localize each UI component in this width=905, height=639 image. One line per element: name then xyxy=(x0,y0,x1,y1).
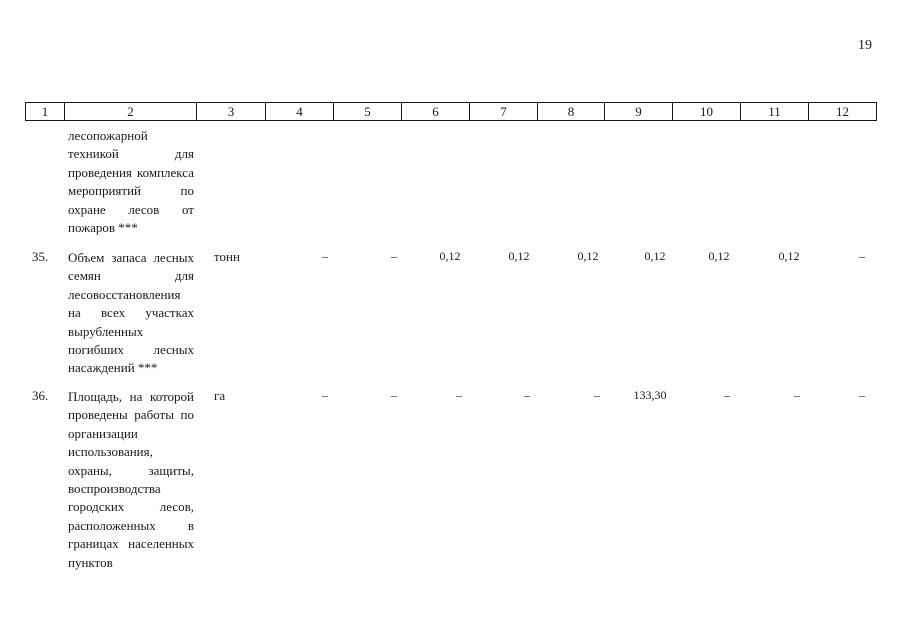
page-number: 19 xyxy=(858,38,872,53)
column-header: 1 xyxy=(26,103,65,121)
row-value-col8: – xyxy=(594,388,600,402)
column-header: 4 xyxy=(266,103,334,121)
row-value-col5: – xyxy=(391,388,397,402)
row-value-col4: – xyxy=(322,388,328,402)
row-value-col4: – xyxy=(322,249,328,263)
column-header: 2 xyxy=(65,103,197,121)
row-description: Площадь, на которой проведены работы по организации использования, охраны, защиты, воспроизводства городских лесов, расположенных в границах населенных пунктов xyxy=(68,389,194,570)
row-value-col11: – xyxy=(794,388,800,402)
row-value-col7: 0,12 xyxy=(508,249,530,263)
row-value-col8: 0,12 xyxy=(577,249,599,263)
row-value-col11: 0,12 xyxy=(778,249,800,263)
column-header: 11 xyxy=(741,103,809,121)
column-header: 3 xyxy=(197,103,266,121)
row-value-col7: – xyxy=(524,388,530,402)
column-header: 8 xyxy=(538,103,605,121)
column-header: 10 xyxy=(673,103,741,121)
row-value-col12: – xyxy=(859,388,865,402)
row-unit: га xyxy=(214,388,226,403)
column-header-table xyxy=(25,102,877,121)
row-unit: тонн xyxy=(214,249,240,264)
row-value-col10: – xyxy=(724,388,730,402)
row-number: 35. xyxy=(32,249,49,264)
row-description: Объем запаса лесных семян для лесовосстановления на всех участках вырубленных погибших лесных насаждений *** xyxy=(68,250,194,376)
column-header: 6 xyxy=(402,103,470,121)
row-number: 36. xyxy=(32,388,49,403)
row-value-col6: – xyxy=(456,388,462,402)
column-header: 12 xyxy=(809,103,877,121)
row-value-col9: 133,30 xyxy=(633,388,667,402)
row-value-col5: – xyxy=(391,249,397,263)
row-value-col6: 0,12 xyxy=(439,249,461,263)
row-value-col12: – xyxy=(859,249,865,263)
row-value-col10: 0,12 xyxy=(708,249,730,263)
column-header: 7 xyxy=(470,103,538,121)
column-header: 9 xyxy=(605,103,673,121)
row-description: лесопожарной техникой для проведения комплекса мероприятий по охране лесов от пожаров *** xyxy=(68,128,194,236)
column-header: 5 xyxy=(334,103,402,121)
row-value-col9: 0,12 xyxy=(644,249,666,263)
